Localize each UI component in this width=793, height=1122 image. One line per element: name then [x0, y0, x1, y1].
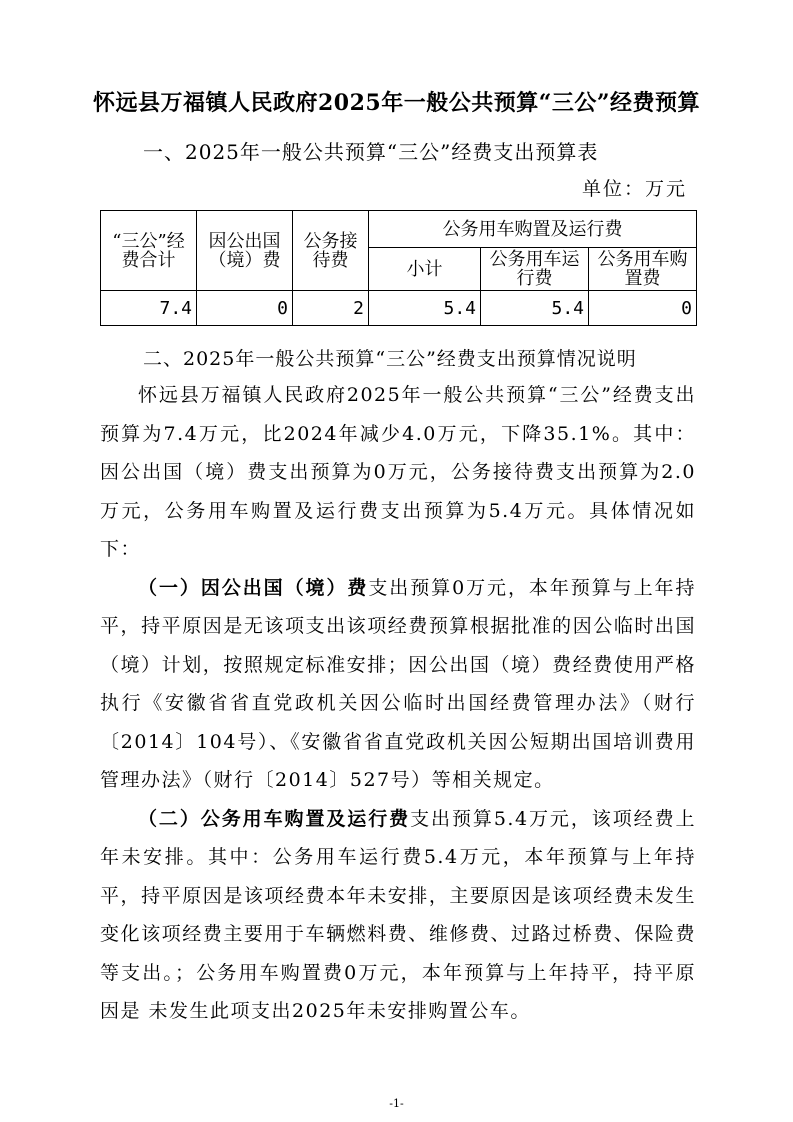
header-vehicle-group: 公务用车购置及运行费: [369, 211, 697, 248]
cell-abroad: 0: [197, 291, 293, 326]
header-abroad: 因公出国（境）费: [197, 211, 293, 291]
section1-heading: 一、2025年一般公共预算“三公”经费支出预算表: [143, 140, 599, 164]
header-reception: 公务接待费: [293, 211, 369, 291]
paragraph-abroad-heading: （一）因公出国（境）费: [138, 576, 369, 599]
cell-reception: 2: [293, 291, 369, 326]
header-vehicle-purchase: 公务用车购置费: [589, 248, 697, 291]
paragraph-overview: 怀远县万福镇人民政府2025年一般公共预算“三公”经费支出预算为7.4万元，比2024年减少4.0万元，下降35.1%。其中：因公出国（境）费支出预算为0万元，公务接待费支出预算为2.0万元，公务用车购置及运行费支出预算为5.4万元。具体情况如下：: [100, 384, 696, 560]
cell-vehicle-purchase: 0: [589, 291, 697, 326]
budget-table: [100, 210, 697, 326]
cell-total: 7.4: [101, 291, 197, 326]
paragraph-abroad: [100, 569, 696, 800]
section2-heading: 二、2025年一般公共预算“三公”经费支出预算情况说明: [143, 348, 637, 370]
table-header-row-1: [101, 211, 697, 248]
unit-label: 单位：万元: [581, 178, 687, 200]
cell-subtotal: 5.4: [369, 291, 481, 326]
paragraph-abroad-text: 支出预算0万元，本年预算与上年持平，持平原因是无该项支出该项经费预算根据批准的因公临时出国（境）计划，按照规定标准安排；因公出国（境）费经费使用严格执行《安徽省省直党政机关因公临时出国经费管理办法》（财行〔2014〕104号）、《安徽省省直党政机关因公短期出国培训费用管理办法》（财行〔2014〕527号）等相关规定。: [100, 576, 696, 791]
paragraph-vehicle-heading: （二）公务用车购置及运行费: [138, 807, 411, 830]
header-subtotal: 小计: [369, 248, 481, 291]
paragraph-vehicle-text: 支出预算5.4万元，该项经费上年未安排。其中：公务用车运行费5.4万元，本年预算与上年持平，持平原因是该项经费本年未安排，主要原因是该项经费未发生变化该项经费主要用于车辆燃料费、维修费、过路过桥费、保险费等支出。；公务用车购置费0万元，本年预算与上年持平，持平原因是 未发生此项支出2025年未安排购置公车。: [100, 807, 696, 1022]
header-vehicle-operation: 公务用车运行费: [481, 248, 589, 291]
header-total: “三公”经费合计: [101, 211, 197, 291]
paragraph-vehicle: [100, 800, 696, 1031]
cell-vehicle-operation: 5.4: [481, 291, 589, 326]
explanation-body: [100, 376, 696, 1031]
page-number: -1-: [389, 1097, 404, 1110]
document-title: 怀远县万福镇人民政府2025年一般公共预算“三公”经费预算: [92, 90, 701, 116]
table-row: [101, 291, 697, 326]
